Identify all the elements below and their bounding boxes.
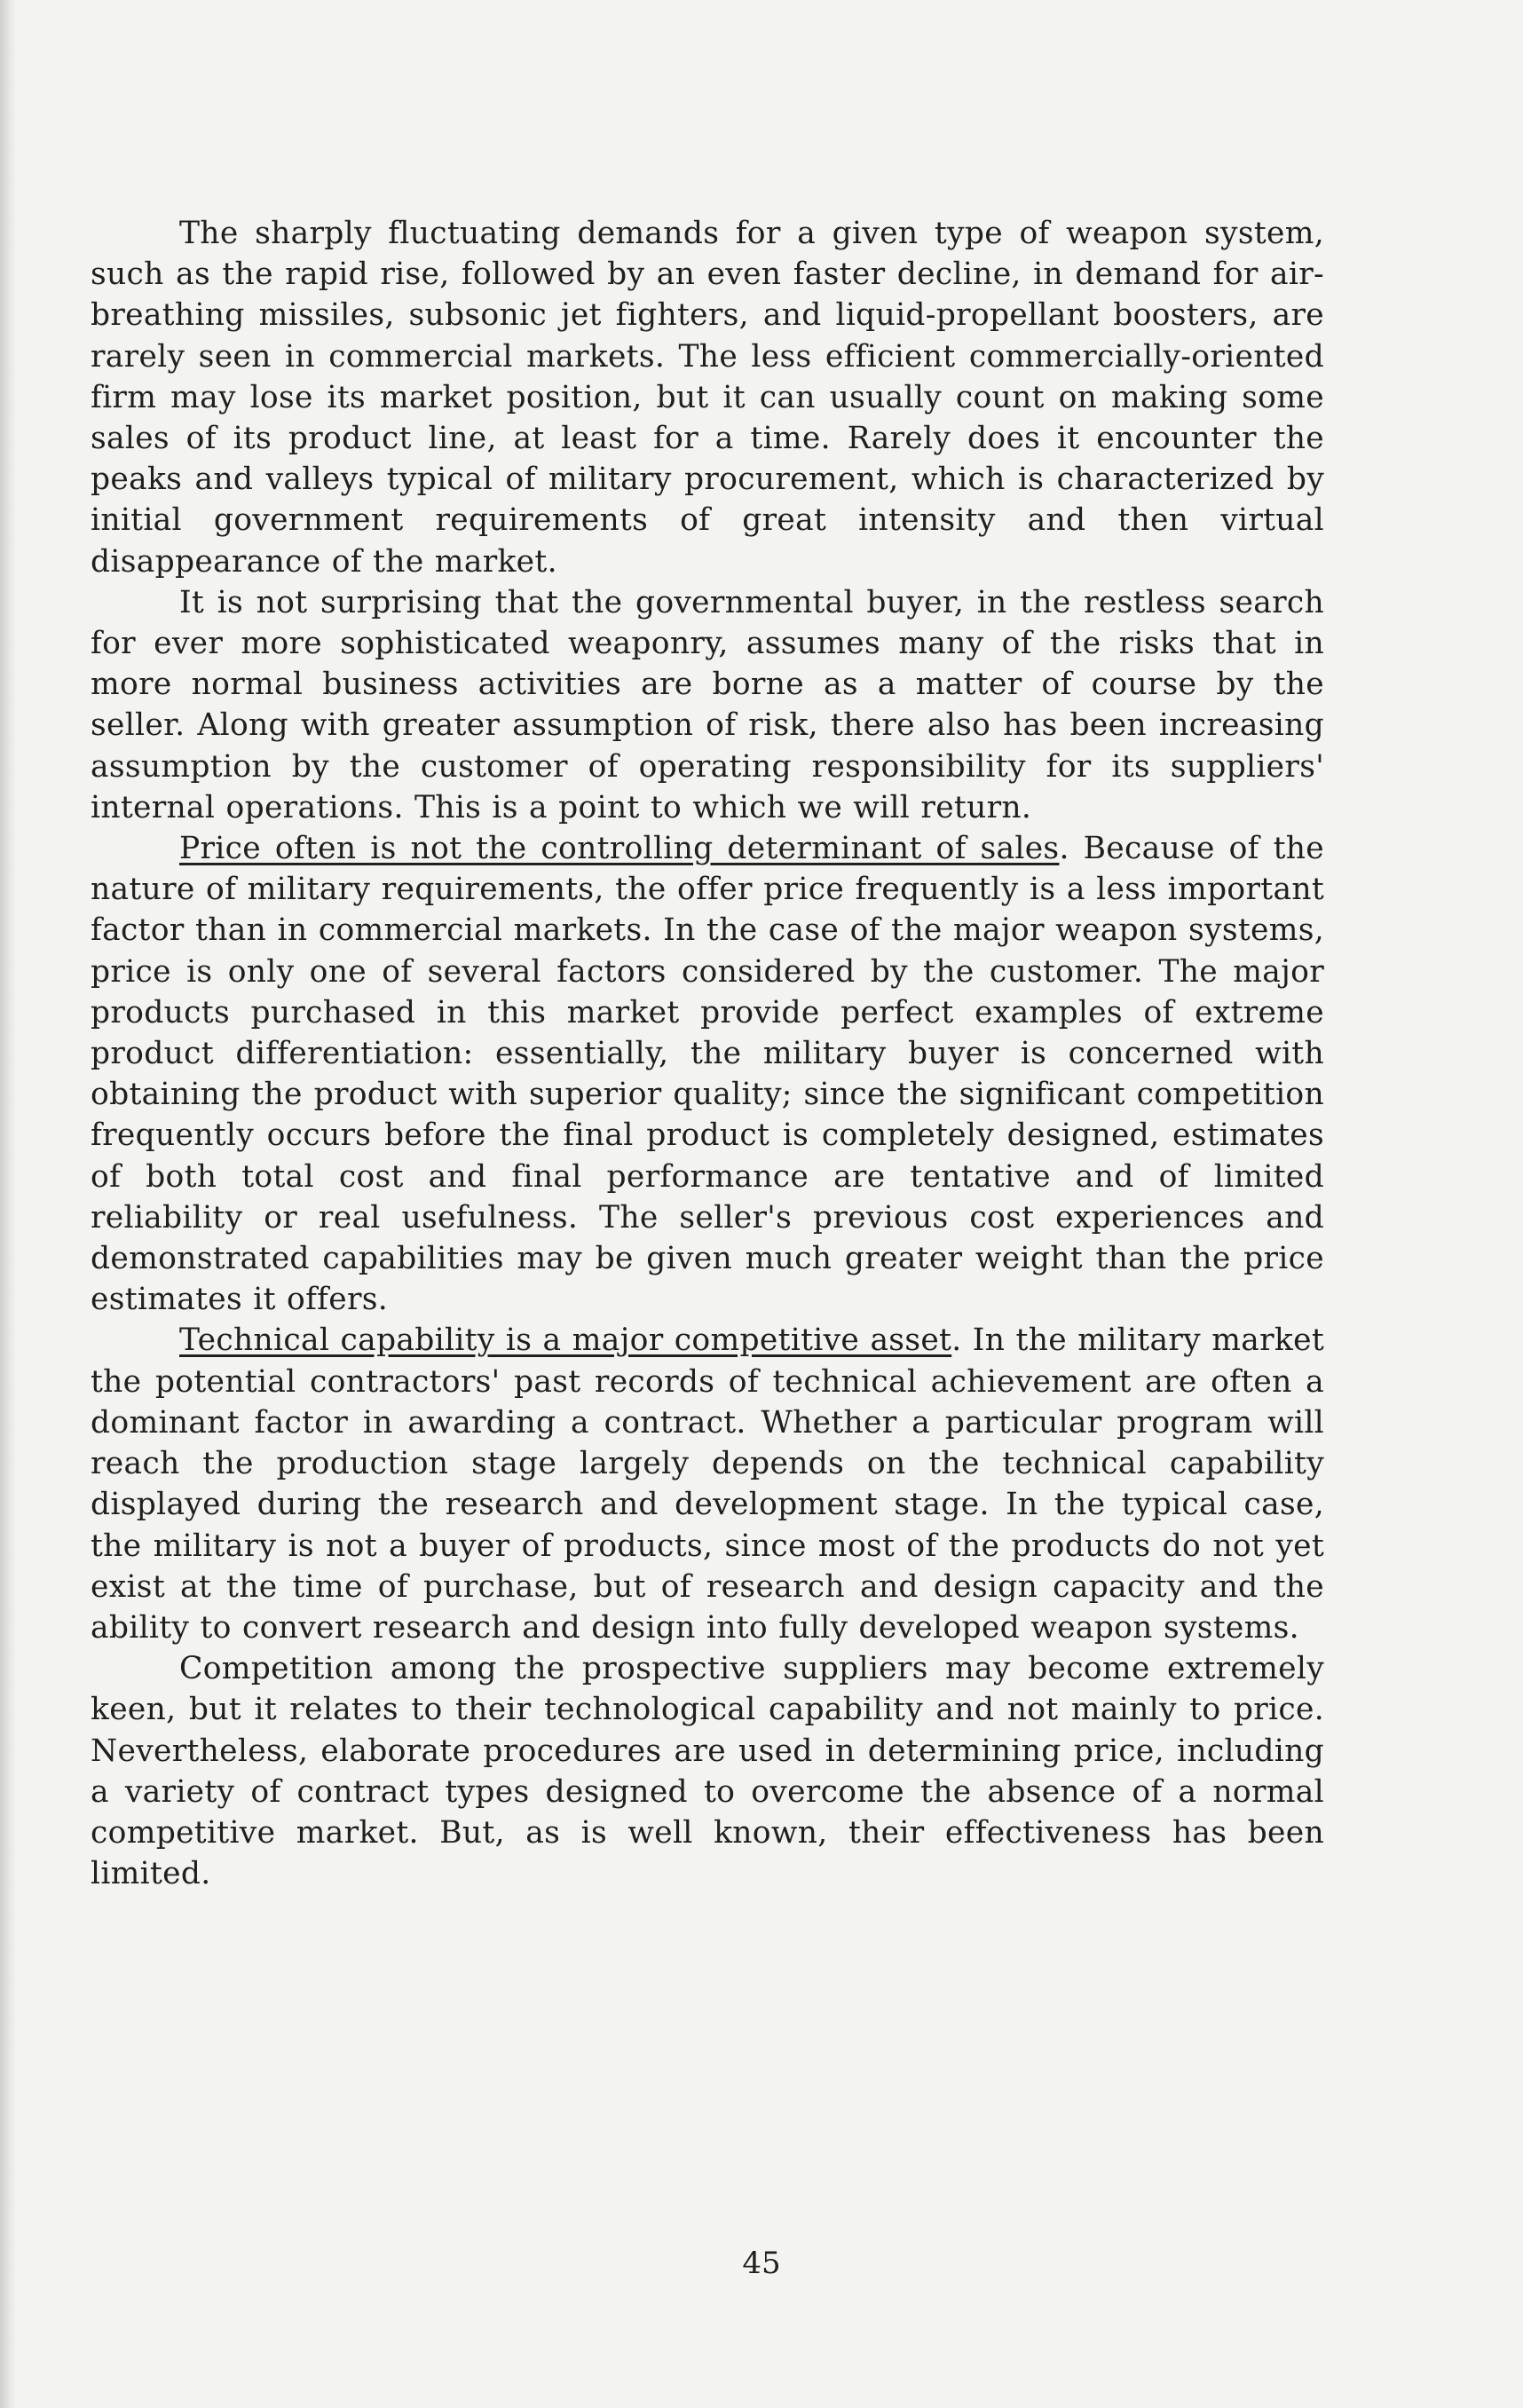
paragraph-5-text: Competition among the prospective suppliers may become extremely keen, but it relates to their technological capability and not mainly to price. Nevertheless, elaborate procedures are used in determining price, including a variety of contract types designed to overcome the absence of a normal competitive market. But, as is well known, their effectiveness has been limited. [91,1651,1324,1892]
paragraph-4-text: . In the military market the potential contractors' past records of technical achievement are often a dominant factor in awarding a contract. Whether a particular program will reach the production stage largely depends on the technical capability displayed during the research and development stage. In the typical case, the military is not a buyer of products, since most of the products do not yet exist at the time of purchase, but of research and design capacity and the ability to convert research and design into fully developed weapon systems. [91,1322,1324,1646]
paragraph-4-heading: Technical capability is a major competitive asset [179,1322,952,1359]
page-edge-shadow [0,0,16,2408]
paragraph-5 [91,1648,1324,1894]
paragraph-1 [91,213,1324,582]
paragraph-4 [91,1320,1324,1648]
paragraph-3-text: . Because of the nature of military requirements, the offer price frequently is a less important factor than in commercial markets. In the case of the major weapon systems, price is only one of several factors considered by the customer. The major products purchased in this market provide perfect examples of extreme product differentiation: essentially, the military buyer is concerned with obtaining the product with superior quality; since the significant competition frequently occurs before the final product is completely designed, estimates of both total cost and final performance are tentative and of limited reliability or real usefulness. The seller's previous cost experiences and demonstrated capabilities may be given much greater weight than the price estimates it offers. [91,831,1324,1318]
paragraph-3 [91,828,1324,1320]
paragraph-2-text: It is not surprising that the governmental buyer, in the restless search for ever more sophisticated weaponry, assumes many of the risks that in more normal business activities are borne as a matter of course by the seller. Along with greater assumption of risk, there also has been increasing assumption by the customer of operating responsibility for its suppliers' internal operations. This is a point to which we will return. [91,584,1324,825]
paragraph-2 [91,582,1324,828]
paragraph-1-text: The sharply fluctuating demands for a given type of weapon system, such as the rapid rise, followed by an even faster decline, in demand for air-breathing missiles, subsonic jet fighters, and liquid-propellant boosters, are rarely seen in commercial markets. The less efficient commercially-oriented firm may lose its market position, but it can usually count on making some sales of its product line, at least for a time. Rarely does it encounter the peaks and valleys typical of military procurement, which is characterized by initial government requirements of great intensity and then virtual disappearance of the market. [91,216,1324,580]
page-number: 45 [742,2246,781,2281]
body-text [91,213,1324,1894]
paragraph-3-heading: Price often is not the controlling determinant of sales [179,831,1060,867]
